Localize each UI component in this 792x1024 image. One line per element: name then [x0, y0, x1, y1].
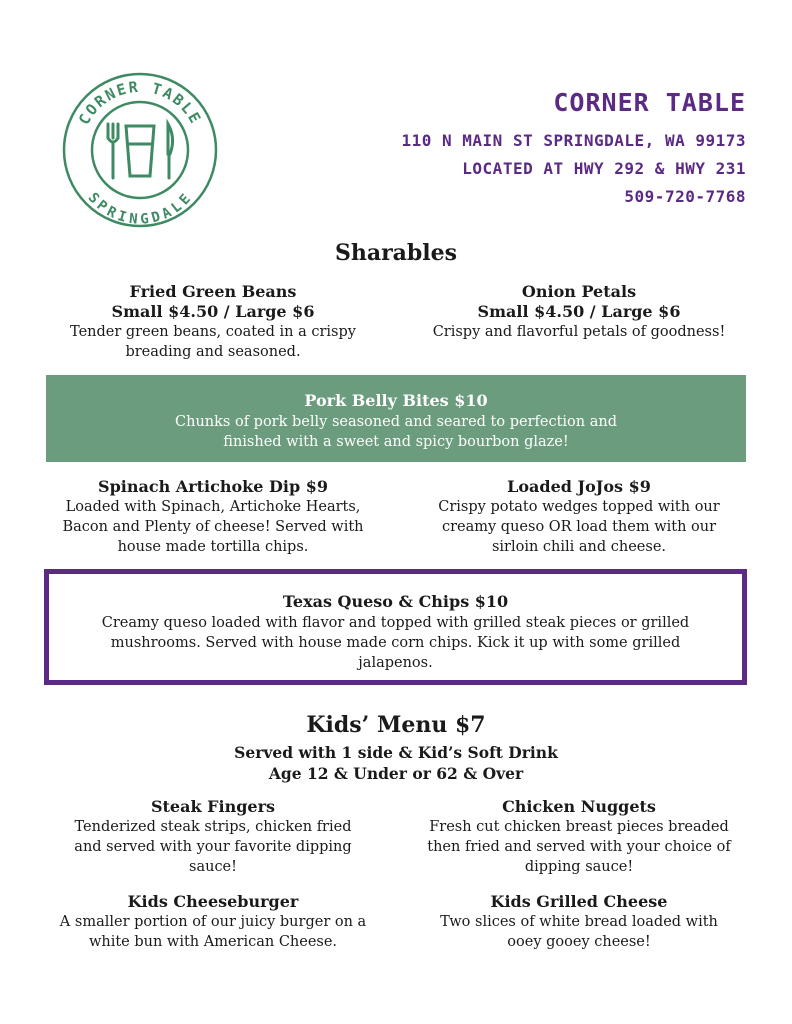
item-title: Kids Cheeseburger — [127, 892, 299, 911]
logo-outer-ring — [64, 74, 216, 226]
item-desc-line: breading and seasoned. — [125, 344, 301, 360]
item-desc-line: jalapenos. — [358, 655, 433, 671]
restaurant-header — [401, 88, 746, 211]
item-onion-petals — [406, 282, 752, 342]
item-title: Chicken Nuggets — [502, 797, 656, 816]
item-fried-green-beans — [40, 282, 386, 362]
item-desc-line: house made tortilla chips. — [117, 539, 309, 555]
restaurant-name: CORNER TABLE — [553, 88, 746, 117]
item-title: Steak Fingers — [150, 797, 276, 816]
item-desc-line: white bun with American Cheese. — [88, 934, 338, 950]
item-desc-line: A smaller portion of our juicy burger on a — [59, 914, 367, 930]
item-title: Spinach Artichoke Dip $9 — [98, 477, 328, 496]
kids-menu-subtitle — [0, 742, 792, 784]
item-kids-grilled-cheese — [406, 892, 752, 952]
item-desc-line: Two slices of white bread loaded with — [440, 914, 718, 930]
sharables-title: Sharables — [334, 240, 458, 266]
item-title: Loaded JoJos $9 — [507, 477, 651, 496]
item-desc-line: sauce! — [189, 859, 237, 875]
item-desc-line: Crispy potato wedges topped with our — [438, 499, 720, 515]
item-spinach-artichoke-dip — [40, 477, 386, 557]
item-desc-line: dipping sauce! — [524, 859, 634, 875]
item-desc-line: Crispy and flavorful petals of goodness! — [432, 324, 726, 340]
item-desc-line: ooey gooey cheese! — [507, 934, 651, 950]
item-desc-line: finished with a sweet and spicy bourbon glaze! — [223, 434, 569, 450]
item-desc-line: mushrooms. Served with house made corn chips. Kick it up with some grilled — [110, 635, 681, 651]
item-desc-line: Creamy queso loaded with flavor and topped with grilled steak pieces or grilled — [101, 615, 690, 631]
restaurant-address: 110 N MAIN ST SPRINGDALE, WA 99173 — [401, 131, 746, 150]
item-desc-line: Bacon and Plenty of cheese! Served with — [62, 519, 364, 535]
pork-belly-box — [46, 375, 746, 462]
item-desc-line: Tenderized steak strips, chicken fried — [74, 819, 352, 835]
fork-glass-knife-icon — [108, 124, 173, 178]
item-title: Fried Green Beans — [129, 282, 297, 301]
item-title: Pork Belly Bites $10 — [304, 391, 488, 410]
item-price: Small $4.50 / Large $6 — [477, 302, 681, 321]
kids-sub-line: Served with 1 side & Kid’s Soft Drink — [234, 743, 558, 762]
item-desc-line: creamy queso OR load them with our — [441, 519, 717, 535]
logo-top-text: CORNER TABLE — [74, 77, 206, 128]
corner-table-logo — [62, 72, 218, 228]
item-desc-line: Tender green beans, coated in a crispy — [70, 324, 356, 340]
item-desc-line: Loaded with Spinach, Artichoke Hearts, — [65, 499, 361, 515]
logo-bottom-text: SPRINGDALE — [84, 189, 196, 228]
item-kids-cheeseburger — [40, 892, 386, 952]
item-desc-line: then fried and served with your choice of — [427, 839, 731, 855]
item-loaded-jojos — [406, 477, 752, 557]
kids-menu-title: Kids’ Menu $7 — [306, 712, 486, 738]
texas-queso-box — [44, 569, 747, 685]
item-chicken-nuggets — [406, 797, 752, 877]
item-title: Onion Petals — [521, 282, 637, 301]
item-desc-line: sirloin chili and cheese. — [491, 539, 667, 555]
item-desc-line: and served with your favorite dipping — [74, 839, 352, 855]
item-desc-line: Chunks of pork belly seasoned and seared to perfection and — [175, 414, 617, 430]
kids-sub-line: Age 12 & Under or 62 & Over — [268, 764, 524, 783]
restaurant-location: LOCATED AT HWY 292 & HWY 231 — [462, 159, 746, 178]
restaurant-phone: 509-720-7768 — [624, 187, 746, 206]
item-steak-fingers — [40, 797, 386, 877]
item-title: Kids Grilled Cheese — [490, 892, 668, 911]
item-title: Texas Queso & Chips $10 — [282, 592, 509, 611]
item-price: Small $4.50 / Large $6 — [111, 302, 315, 321]
logo-inner-ring — [92, 102, 188, 198]
item-desc-line: Fresh cut chicken breast pieces breaded — [429, 819, 729, 835]
